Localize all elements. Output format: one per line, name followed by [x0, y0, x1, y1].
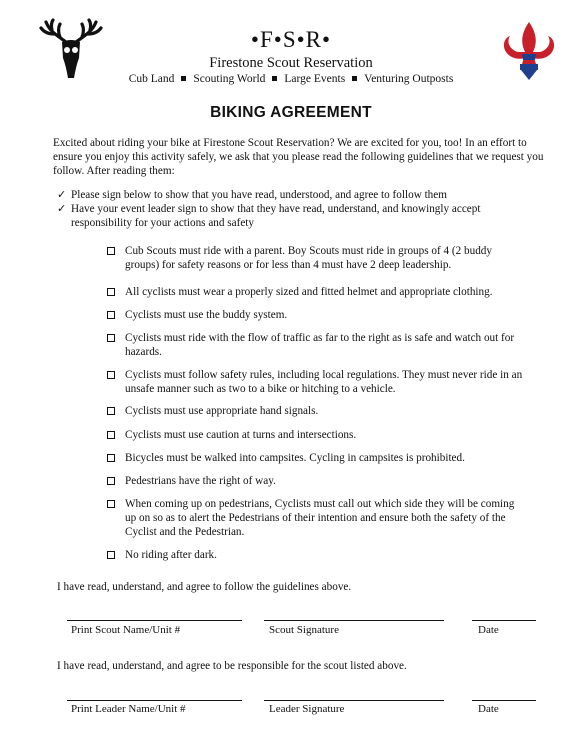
- leader-name-label: Print Leader Name/Unit #: [71, 703, 186, 715]
- rule-checkbox[interactable]: [107, 551, 115, 559]
- rule-item: [107, 309, 527, 323]
- organization-name: Firestone Scout Reservation: [209, 55, 373, 71]
- bullet-separator-icon: [272, 76, 277, 81]
- checklist-item: [57, 203, 527, 230]
- rule-text: Bicycles must be walked into campsites. Cycling in campsites is prohibited.: [125, 452, 465, 464]
- rule-checkbox[interactable]: [107, 247, 115, 255]
- scout-signature-line[interactable]: [264, 620, 444, 621]
- program-item: Large Events: [284, 73, 346, 85]
- rule-checkbox[interactable]: [107, 288, 115, 296]
- rule-checkbox[interactable]: [107, 311, 115, 319]
- leader-signature-line[interactable]: [264, 700, 444, 701]
- rule-item: [107, 286, 527, 300]
- rule-item: [107, 332, 527, 360]
- rule-text: No riding after dark.: [125, 549, 217, 561]
- rule-item: [107, 549, 527, 563]
- rule-checkbox[interactable]: [107, 371, 115, 379]
- scout-date-label: Date: [478, 624, 499, 636]
- rule-checkbox[interactable]: [107, 454, 115, 462]
- checklist-text: Have your event leader sign to show that they have read, understand, and knowingly accept responsibility for your actions and safety: [71, 203, 481, 229]
- rule-text: Cub Scouts must ride with a parent. Boy Scouts must ride in groups of 4 (2 buddy groups) for safety reasons or for less than 4 must have 2 deep leadership.: [125, 245, 492, 271]
- leader-date-label: Date: [478, 703, 499, 715]
- rule-checkbox[interactable]: [107, 500, 115, 508]
- scout-signature-label: Scout Signature: [269, 624, 339, 636]
- rule-item: [107, 429, 527, 443]
- rule-item: [107, 245, 527, 273]
- rule-text: Pedestrians have the right of way.: [125, 475, 276, 487]
- leader-date-line[interactable]: [472, 700, 536, 701]
- scout-name-line[interactable]: [67, 620, 242, 621]
- scout-name-label: Print Scout Name/Unit #: [71, 624, 181, 636]
- rule-item: [107, 369, 527, 397]
- rule-checkbox[interactable]: [107, 431, 115, 439]
- checklist-text: Please sign below to show that you have read, understood, and agree to follow them: [71, 189, 447, 201]
- rule-text: Cyclists must use appropriate hand signals.: [125, 405, 319, 417]
- rule-checkbox[interactable]: [107, 407, 115, 415]
- rule-item: [107, 452, 527, 466]
- bullet-separator-icon: [181, 76, 186, 81]
- rule-item: [107, 475, 527, 489]
- scout-statement: I have read, understand, and agree to follow the guidelines above.: [57, 581, 352, 593]
- program-item: Cub Land: [128, 73, 175, 85]
- leader-name-line[interactable]: [67, 700, 242, 701]
- rule-item: [107, 405, 527, 419]
- scout-date-line[interactable]: [472, 620, 536, 621]
- leader-statement: I have read, understand, and agree to be responsible for the scout listed above.: [57, 660, 407, 672]
- rule-text: Cyclists must use caution at turns and intersections.: [125, 429, 357, 441]
- checkmark-icon: ✓: [57, 203, 67, 215]
- rule-checkbox[interactable]: [107, 334, 115, 342]
- rule-text: Cyclists must follow safety rules, including local regulations. They must never ride in an unsafe manner such as two to a bike or hitching to a vehicle.: [125, 369, 523, 395]
- intro-paragraph: Excited about riding your bike at Firestone Scout Reservation? We are excited for you, too! In an effort to ensure you enjoy this activity safely, we ask that you please read the following guidelines that we request you follow. After reading them:: [53, 137, 544, 177]
- rule-text: When coming up on pedestrians, Cyclists must call out which side they will be coming up on so as to alert the Pedestrians of their intention and ensure both the safety of the Cyclist and the Pedestrian.: [125, 498, 515, 538]
- program-list: [0, 73, 582, 85]
- program-item: Scouting World: [193, 73, 266, 85]
- checkmark-icon: ✓: [57, 189, 67, 201]
- checklist-item: [57, 189, 527, 203]
- document-title: BIKING AGREEMENT: [210, 104, 372, 121]
- leader-signature-label: Leader Signature: [269, 703, 345, 715]
- bullet-separator-icon: [352, 76, 357, 81]
- program-item: Venturing Outposts: [364, 73, 454, 85]
- rule-item: [107, 498, 527, 539]
- rule-text: Cyclists must ride with the flow of traffic as far to the right as is safe and watch out for hazards.: [125, 332, 515, 358]
- fsr-monogram: •F•S•R•: [250, 27, 332, 52]
- rule-checkbox[interactable]: [107, 477, 115, 485]
- rule-text: Cyclists must use the buddy system.: [125, 309, 288, 321]
- rule-text: All cyclists must wear a properly sized and fitted helmet and appropriate clothing.: [125, 286, 493, 298]
